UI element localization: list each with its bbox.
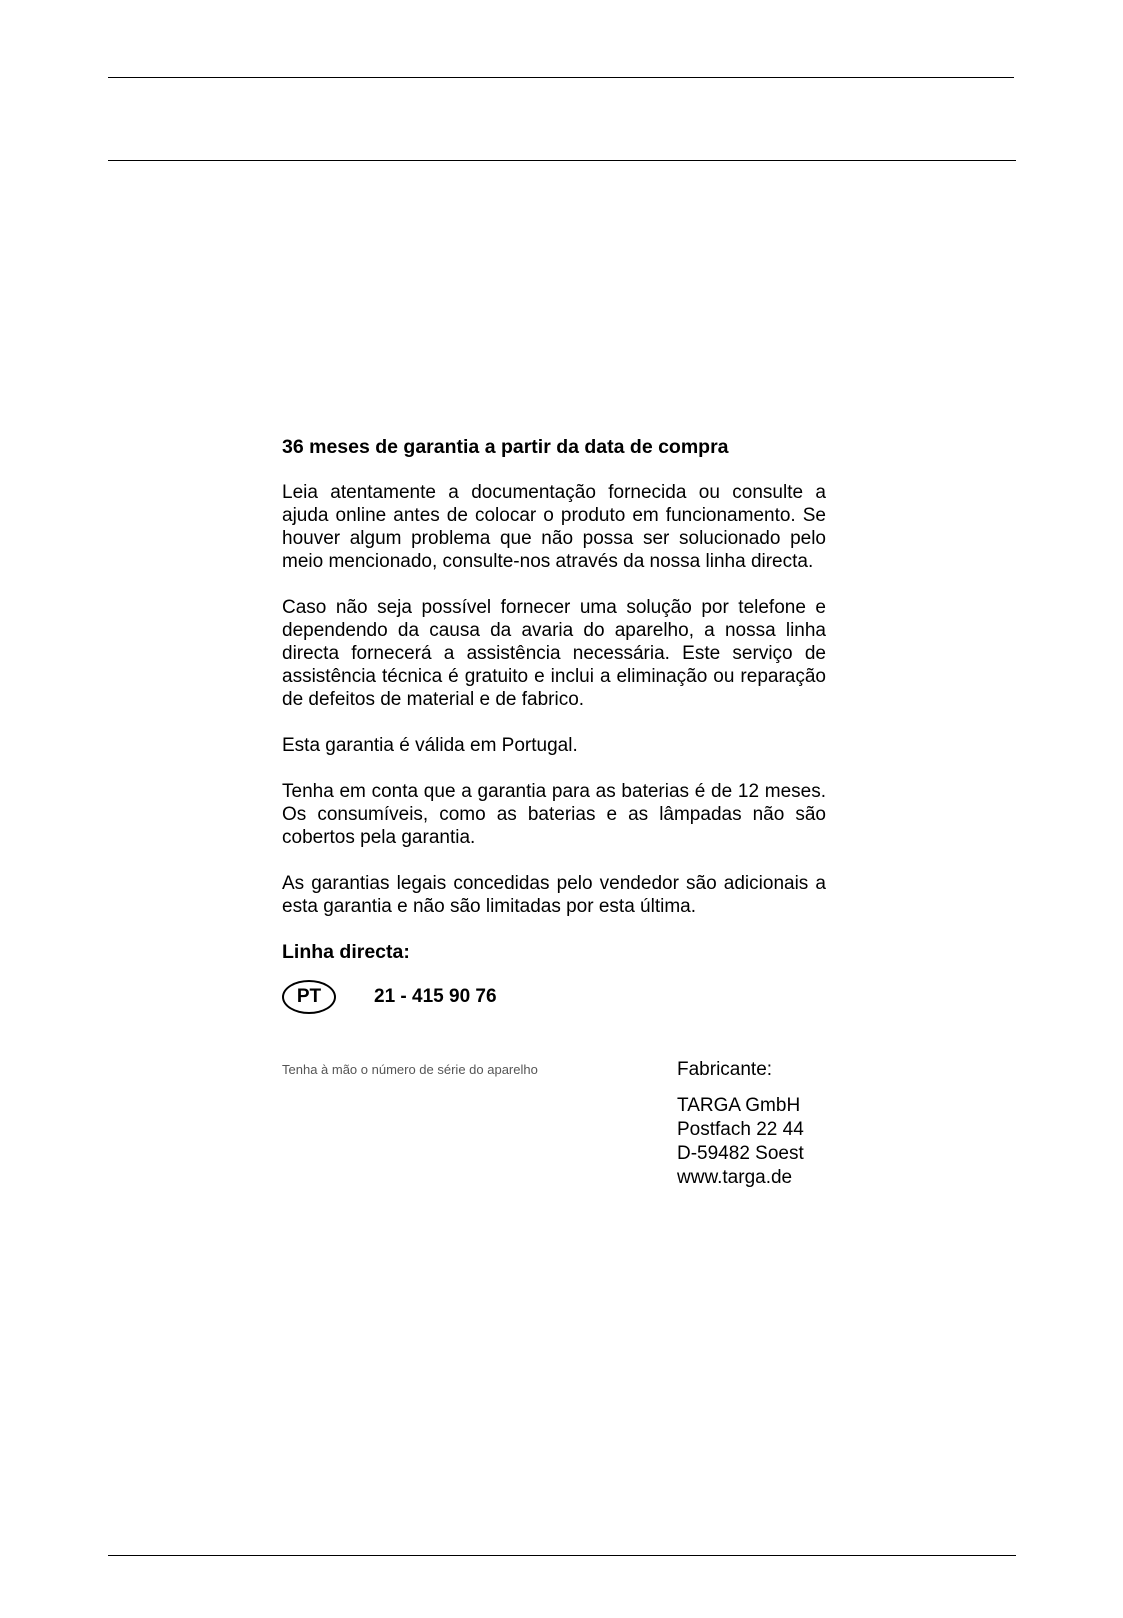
hotline-row [282,977,826,1017]
manufacturer-address-line1: Postfach 22 44 [677,1119,804,1140]
warranty-heading: 36 meses de garantia a partir da data de compra [282,436,729,458]
warranty-paragraph-legal: As garantias legais concedidas pelo vendedor são adicionais a esta garantia e não são limitadas por esta última. [282,873,826,917]
manufacturer-website: www.targa.de [677,1167,793,1188]
warranty-paragraph-batteries: Tenha em conta que a garantia para as baterias é de 12 meses. Os consumíveis, como as baterias e as lâmpadas não são cobertos pela garantia. [282,781,826,848]
warranty-section [282,435,826,1017]
header-rule-top [108,77,1014,78]
manufacturer-name: TARGA GmbH [677,1095,801,1116]
header-rule-bottom [108,160,1016,161]
warranty-paragraph-assistance: Caso não seja possível fornecer uma solução por telefone e dependendo da causa da avaria do aparelho, a nossa linha directa fornecerá a assistência necessária. Este serviço de assistência técnica é gratuito e inclui a eliminação ou reparação de defeitos de material e de fabrico. [282,597,826,710]
serial-number-note: Tenha à mão o número de série do aparelho [282,1062,538,1077]
country-badge: PT [282,980,336,1014]
hotline-phone-number: 21 - 415 90 76 [374,986,497,1007]
manufacturer-address-line2: D-59482 Soest [677,1143,804,1164]
warranty-paragraph-validity: Esta garantia é válida em Portugal. [282,735,578,756]
warranty-paragraph-documentation: Leia atentamente a documentação fornecida ou consulte a ajuda online antes de colocar o produto em funcionamento. Se houver algum problema que não possa ser solucionado pelo meio mencionado, consulte-nos através da nossa linha directa. [282,482,826,572]
manufacturer-block [677,1058,804,1190]
manufacturer-label: Fabricante: [677,1059,773,1080]
footer-rule [108,1555,1016,1556]
hotline-title: Linha directa: [282,941,410,963]
